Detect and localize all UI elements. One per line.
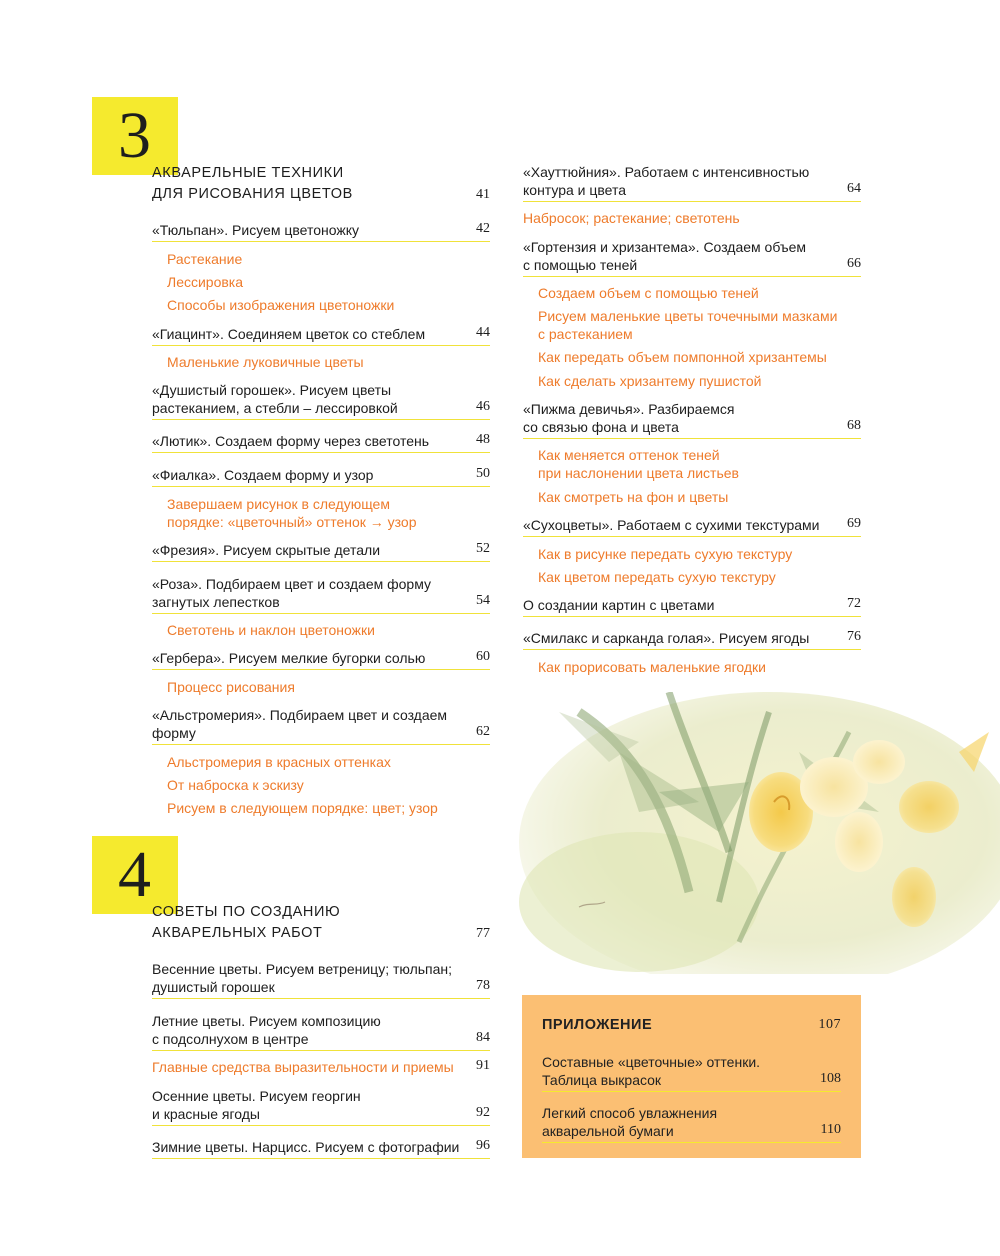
appendix-box <box>522 995 861 1158</box>
toc-entry[interactable]: О создании картин с цветами 72 <box>523 596 861 617</box>
toc-entry[interactable]: «Сухоцветы». Работаем с сухими текстурами 69 <box>523 516 861 537</box>
toc-entry[interactable]: «Гортензия и хризантема». Создаем объем с помощью теней 66 <box>523 238 861 277</box>
toc-subentry[interactable]: Процесс рисования <box>167 679 295 695</box>
toc-entry[interactable]: Зимние цветы. Нарцисс. Рисуем с фотографии 96 <box>152 1138 490 1159</box>
toc-entry[interactable]: «Роза». Подбираем цвет и создаем форму загнутых лепестков 54 <box>152 575 490 614</box>
toc-entry[interactable]: «Лютик». Создаем форму через светотень 48 <box>152 432 490 453</box>
toc-entry[interactable]: «Смилакс и сарканда голая». Рисуем ягоды 76 <box>523 629 861 650</box>
toc-subentry[interactable]: Маленькие луковичные цветы <box>167 354 364 370</box>
toc-subentry[interactable]: Завершаем рисунок в следующем порядке: «цветочный» оттенок → узор <box>167 496 417 530</box>
toc-subentry[interactable]: Светотень и наклон цветоножки <box>167 622 375 638</box>
toc-entry[interactable]: Осенние цветы. Рисуем георгин и красные ягоды 92 <box>152 1087 490 1126</box>
toc-entry[interactable]: «Хауттюйния». Работаем с интенсивностью контура и цвета 64 <box>523 163 861 202</box>
toc-entry[interactable]: «Гиацинт». Соединяем цветок со стеблем 44 <box>152 325 490 346</box>
toc-entry[interactable]: «Фрезия». Рисуем скрытые детали 52 <box>152 541 490 562</box>
toc-entry[interactable]: Летние цветы. Рисуем композицию с подсолнухом в центре 84 <box>152 1012 490 1051</box>
toc-subentry[interactable]: Как прорисовать маленькие ягодки <box>538 659 766 675</box>
chapter-4-page: 77 <box>476 926 490 941</box>
toc-subentry[interactable]: Как меняется оттенок теней при наслонении цвета листьев <box>538 447 739 481</box>
toc-subentry[interactable]: Как сделать хризантему пушистой <box>538 373 762 389</box>
chapter-3-number: 3 <box>118 99 151 172</box>
toc-subentry[interactable]: Как цветом передать сухую текстуру <box>538 569 776 585</box>
toc-subentry[interactable]: Как передать объем помпонной хризантемы <box>538 349 827 365</box>
appendix-entry[interactable]: Составные «цветочные» оттенки. Таблица выкрасок 108 <box>542 1053 841 1092</box>
toc-subentry[interactable]: Как в рисунке передать сухую текстуру <box>538 546 793 562</box>
chapter-3-title[interactable]: АКВАРЕЛЬНЫЕ ТЕХНИКИ ДЛЯ РИСОВАНИЯ ЦВЕТОВ 41 <box>152 163 490 205</box>
appendix-title[interactable]: ПРИЛОЖЕНИЕ 107 <box>542 1017 841 1033</box>
toc-subentry[interactable]: Как смотреть на фон и цветы <box>538 489 729 505</box>
toc-subentry[interactable]: Растекание <box>167 251 243 267</box>
toc-subentry[interactable]: От наброска к эскизу <box>167 777 304 793</box>
chapter-3-page: 41 <box>476 187 490 202</box>
toc-entry[interactable]: «Гербера». Рисуем мелкие бугорки солью 60 <box>152 649 490 670</box>
toc-subentry[interactable]: Создаем объем с помощью теней <box>538 285 759 301</box>
toc-subentry[interactable]: Лессировка <box>167 274 244 290</box>
toc-entry[interactable]: «Альстромерия». Подбираем цвет и создаем форму 62 <box>152 706 490 745</box>
chapter-4-number: 4 <box>118 838 151 911</box>
watercolor-tulips-illustration <box>519 692 1000 974</box>
toc-entry[interactable]: «Фиалка». Создаем форму и узор 50 <box>152 466 490 487</box>
toc-entry[interactable]: «Пижма девичья». Разбираемся со связью фона и цвета 68 <box>523 400 861 439</box>
toc-subentry[interactable]: Рисуем маленькие цветы точечными мазками с растеканием <box>538 308 838 342</box>
toc-subentry[interactable]: Альстромерия в красных оттенках <box>167 754 391 770</box>
chapter-4-title[interactable]: СОВЕТЫ ПО СОЗДАНИЮ АКВАРЕЛЬНЫХ РАБОТ 77 <box>152 902 490 944</box>
toc-entry[interactable]: Главные средства выразительности и приемы 91 <box>152 1058 490 1075</box>
toc-subentry[interactable]: Набросок; растекание; светотень <box>523 210 740 226</box>
toc-subentry[interactable]: Способы изображения цветоножки <box>167 297 395 313</box>
toc-entry[interactable]: Весенние цветы. Рисуем ветреницу; тюльпан; душистый горошек 78 <box>152 960 490 999</box>
toc-entry[interactable]: «Тюльпан». Рисуем цветоножку 42 <box>152 221 490 242</box>
toc-entry[interactable]: «Душистый горошек». Рисуем цветы растеканием, а стебли – лессировкой 46 <box>152 381 490 420</box>
toc-subentry[interactable]: Рисуем в следующем порядке: цвет; узор <box>167 800 438 816</box>
appendix-page: 107 <box>818 1017 841 1032</box>
appendix-entry[interactable]: Легкий способ увлажнения акварельной бумаги 110 <box>542 1104 841 1143</box>
